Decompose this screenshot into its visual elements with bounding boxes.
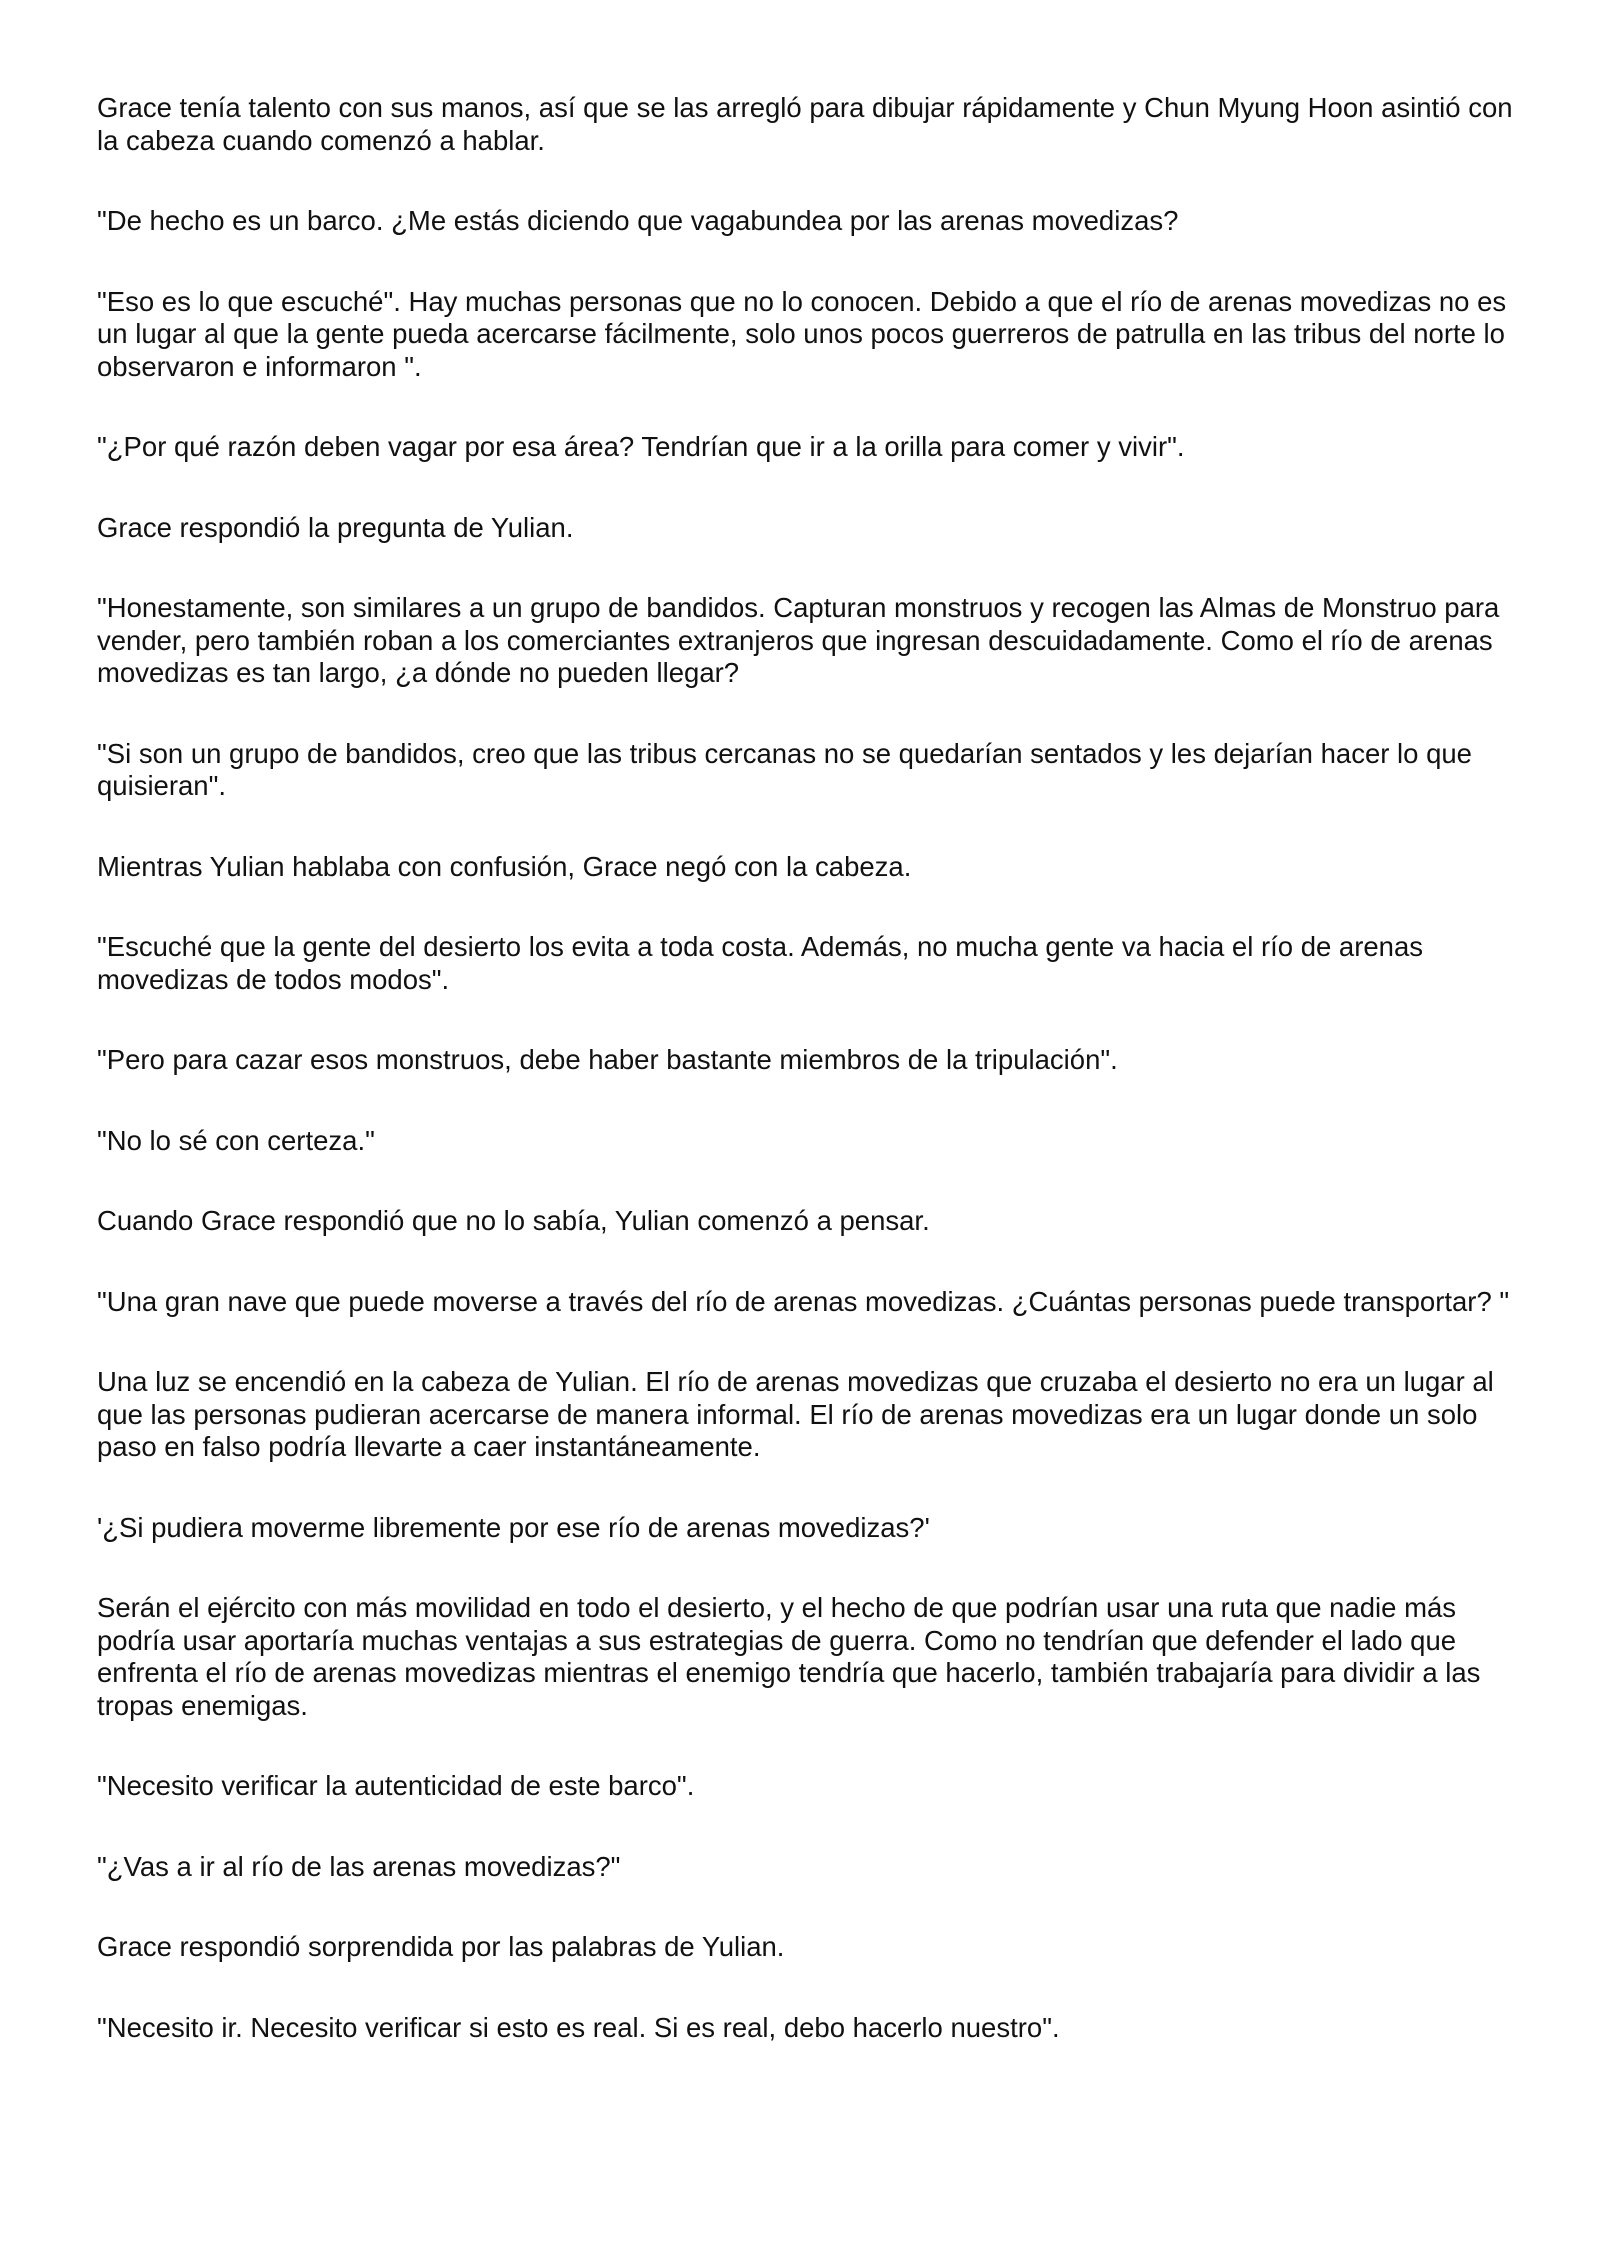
paragraph: "Eso es lo que escuché". Hay muchas personas que no lo conocen. Debido a que el río de arenas movedizas no es un lugar al que la gente pueda acercarse fácilmente, solo unos pocos guerreros de patrulla en las tribus del norte lo observaron e informaron ".: [97, 285, 1507, 382]
paragraph: "No lo sé con certeza.": [97, 1124, 375, 1156]
document-body: [97, 92, 1515, 2092]
paragraph: "Una gran nave que puede moverse a través del río de arenas movedizas. ¿Cuántas personas puede transportar? ": [97, 1285, 1510, 1317]
paragraph: Cuando Grace respondió que no lo sabía, Yulian comenzó a pensar.: [97, 1205, 930, 1236]
paragraph: Grace respondió la pregunta de Yulian.: [97, 511, 574, 543]
paragraph: Serán el ejército con más movilidad en todo el desierto, y el hecho de que podrían usar una ruta que nadie más podría usar aportaría muchas ventajas a sus estrategias de guerra. Como no tendrían que defender el lado que enfrenta el río de arenas movedizas mientras el enemigo tendría que hacerlo, también trabajaría para dividir a las tropas enemigas.: [97, 1592, 1481, 1721]
paragraph: "Necesito ir. Necesito verificar si esto es real. Si es real, debo hacerlo nuestro".: [97, 2011, 1060, 2043]
paragraph: "Si son un grupo de bandidos, creo que las tribus cercanas no se quedarían sentados y les dejarían hacer lo que quisieran".: [97, 737, 1472, 801]
paragraph: Grace tenía talento con sus manos, así que se las arregló para dibujar rápidamente y Chun Myung Hoon asintió con la cabeza cuando comenzó a hablar.: [97, 92, 1513, 156]
paragraph: "¿Por qué razón deben vagar por esa área? Tendrían que ir a la orilla para comer y vivir".: [97, 431, 1185, 462]
paragraph: Grace respondió sorprendida por las palabras de Yulian.: [97, 1931, 785, 1962]
paragraph: "Honestamente, son similares a un grupo de bandidos. Capturan monstruos y recogen las Almas de Monstruo para vender, pero también roban a los comerciantes extranjeros que ingresan descuidadamente. Como el río de arenas movedizas es tan largo, ¿a dónde no pueden llegar?: [97, 592, 1500, 688]
paragraph: '¿Si pudiera moverme libremente por ese río de arenas movedizas?': [97, 1511, 930, 1543]
paragraph: "De hecho es un barco. ¿Me estás diciendo que vagabundea por las arenas movedizas?: [97, 205, 1179, 236]
paragraph: "Necesito verificar la autenticidad de este barco".: [97, 1770, 695, 1801]
paragraph: Mientras Yulian hablaba con confusión, Grace negó con la cabeza.: [97, 850, 912, 882]
paragraph: "¿Vas a ir al río de las arenas movedizas?": [97, 1850, 621, 1882]
paragraph: "Pero para cazar esos monstruos, debe haber bastante miembros de la tripulación".: [97, 1044, 1118, 1075]
paragraph: "Escuché que la gente del desierto los evita a toda costa. Además, no mucha gente va hacia el río de arenas movedizas de todos modos".: [97, 931, 1424, 995]
paragraph: Una luz se encendió en la cabeza de Yulian. El río de arenas movedizas que cruzaba el desierto no era un lugar al que las personas pudieran acercarse de manera informal. El río de arenas movedizas era un lugar donde un solo paso en falso podría llevarte a caer instantáneamente.: [97, 1366, 1494, 1462]
